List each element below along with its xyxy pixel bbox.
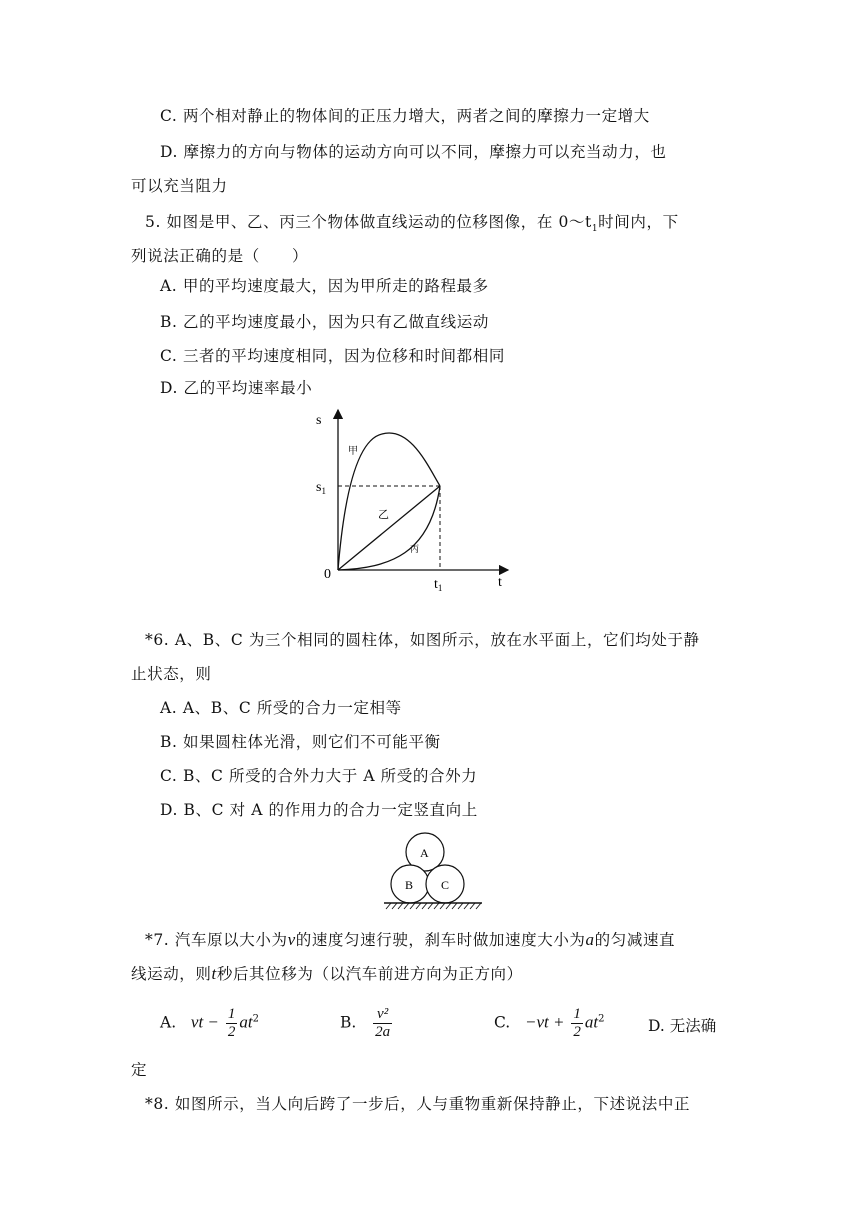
q5-graph-t1: $t_1$ <box>434 577 443 592</box>
q5-stem-line2: 列说法正确的是（ ） <box>131 247 309 265</box>
q7-option-d-cont: 定 <box>131 1061 148 1079</box>
q7-stem-line2: 线运动，则t秒后其位移为（以汽车前进方向为正方向） <box>131 964 523 983</box>
q6-option-b: B. 如果圆柱体光滑，则它们不可能平衡 <box>160 733 441 751</box>
q5-option-a: A. 甲的平均速度最大，因为甲所走的路程最多 <box>160 277 489 295</box>
q6-option-a: A. A、B、C 所受的合力一定相等 <box>160 699 402 717</box>
q6-stem-line1: *6. A、B、C 为三个相同的圆柱体，如图所示，放在水平面上，它们均处于静 <box>145 631 700 649</box>
q5-graph-x-label: t <box>498 575 502 590</box>
q8-stem-line1: *8. 如图所示，当人向后跨了一步后，人与重物重新保持静止，下述说法中正 <box>145 1095 691 1113</box>
q5-option-b: B. 乙的平均速度最小，因为只有乙做直线运动 <box>160 313 489 331</box>
q5-displacement-time-graph <box>300 404 520 592</box>
q6-label-a: A <box>420 846 429 860</box>
q5-stem-line1: 5. 如图是甲、乙、丙三个物体做直线运动的位移图像，在 $0\sim t_1$时间内，下 <box>145 213 679 235</box>
q5-option-c: C. 三者的平均速度相同，因为位移和时间都相同 <box>160 347 505 365</box>
q7-option-a: A. vt − $\frac{1}{2}$ $at^2$ <box>160 1006 259 1040</box>
q4-option-c: C. 两个相对静止的物体间的正压力增大，两者之间的摩擦力一定增大 <box>160 107 650 125</box>
q5-curve-yi <box>338 486 440 570</box>
q5-graph-s1: $s_1$ <box>316 480 326 496</box>
q7-option-b: B. $\frac{\text{v²}}{2a}$ <box>340 1006 391 1040</box>
q7-option-d: D. 无法确 <box>648 1017 717 1035</box>
q5-option-d: D. 乙的平均速率最小 <box>160 379 313 397</box>
q6-ground-hatch <box>386 903 481 909</box>
q5-label-yi: 乙 <box>378 509 389 521</box>
q5-graph-origin: 0 <box>324 567 331 582</box>
q6-option-d: D. B、C 对 A 的作用力的合力一定竖直向上 <box>160 801 478 819</box>
q4-option-d-line2: 可以充当阻力 <box>131 177 228 195</box>
q6-label-b: B <box>405 878 414 892</box>
q6-option-c: C. B、C 所受的合外力大于 A 所受的合外力 <box>160 767 478 785</box>
q6-cylinders-figure <box>380 828 486 914</box>
q5-label-jia: 甲 <box>348 446 358 457</box>
q5-graph-y-label: s <box>316 413 322 428</box>
q6-label-c: C <box>441 878 450 892</box>
q6-stem-line2: 止状态，则 <box>131 665 212 683</box>
q7-option-c: C. −vt + $\frac{1}{2}$ $at^2$ <box>494 1006 605 1040</box>
q4-option-d-line1: D. 摩擦力的方向与物体的运动方向可以不同，摩擦力可以充当动力，也 <box>160 143 667 161</box>
q7-stem-line1: *7. 汽车原以大小为v的速度匀速行驶，刹车时做加速度大小为a的匀减速直 <box>145 930 676 949</box>
q5-label-bing: 丙 <box>410 544 420 554</box>
